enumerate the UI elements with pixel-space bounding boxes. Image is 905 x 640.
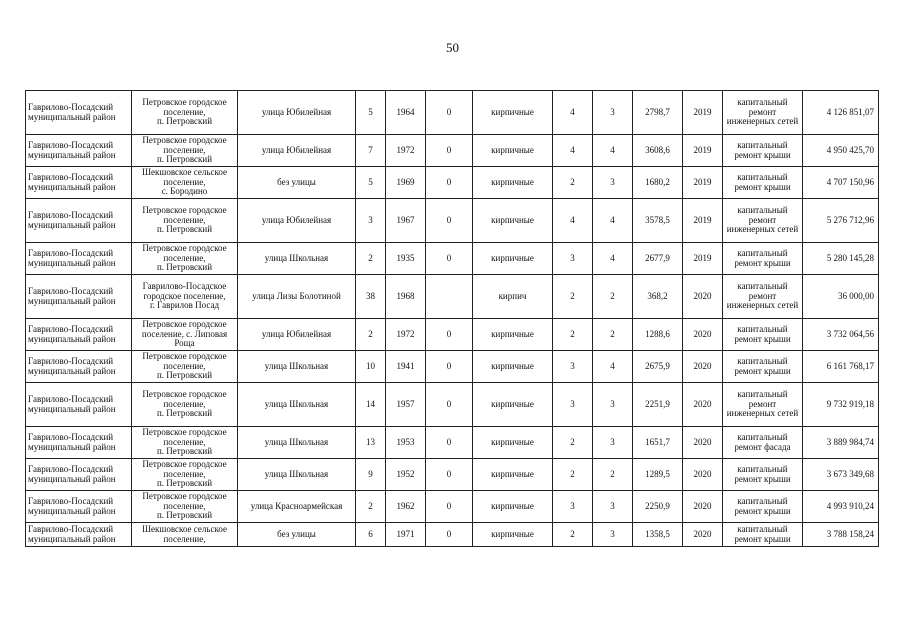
plan-year-cell: 2019 <box>683 135 723 167</box>
wall-material-cell: кирпичные <box>473 459 553 491</box>
build-year-cell: 1971 <box>386 523 426 547</box>
street-cell: улица Школьная <box>238 351 356 383</box>
wall-material-cell: кирпич <box>473 275 553 319</box>
district-cell: Гаврилово-Посадский муниципальный район <box>26 383 132 427</box>
street-cell: улица Школьная <box>238 383 356 427</box>
build-year-cell: 1962 <box>386 491 426 523</box>
district-cell: Гаврилово-Посадский муниципальный район <box>26 135 132 167</box>
wall-material-cell: кирпичные <box>473 135 553 167</box>
plan-year-cell: 2020 <box>683 427 723 459</box>
settlement-cell: Петровское городское поселение, п. Петровский <box>132 199 238 243</box>
work-type-cell: капитальный ремонт крыши <box>723 243 803 275</box>
work-type-cell: капитальный ремонт крыши <box>723 523 803 547</box>
work-type-cell: капитальный ремонт инженерных сетей <box>723 91 803 135</box>
settlement-cell: Петровское городское поселение, п. Петровский <box>132 383 238 427</box>
cost-cell: 3 889 984,74 <box>803 427 879 459</box>
street-cell: улица Юбилейная <box>238 199 356 243</box>
work-type-cell: капитальный ремонт крыши <box>723 351 803 383</box>
house-number-cell: 13 <box>356 427 386 459</box>
flag-cell <box>426 275 473 319</box>
district-cell: Гаврилово-Посадский муниципальный район <box>26 91 132 135</box>
district-cell: Гаврилово-Посадский муниципальный район <box>26 319 132 351</box>
street-cell: улица Красноармейская <box>238 491 356 523</box>
table-row <box>26 459 879 491</box>
floors-cell: 3 <box>553 243 593 275</box>
flag-cell: 0 <box>426 319 473 351</box>
wall-material-cell: кирпичные <box>473 383 553 427</box>
floors-cell: 2 <box>553 523 593 547</box>
flag-cell: 0 <box>426 351 473 383</box>
cost-cell: 5 280 145,28 <box>803 243 879 275</box>
cost-cell: 4 950 425,70 <box>803 135 879 167</box>
plan-year-cell: 2020 <box>683 459 723 491</box>
house-number-cell: 5 <box>356 91 386 135</box>
build-year-cell: 1935 <box>386 243 426 275</box>
plan-year-cell: 2020 <box>683 491 723 523</box>
build-year-cell: 1967 <box>386 199 426 243</box>
floors-cell: 2 <box>553 275 593 319</box>
table-row <box>26 199 879 243</box>
plan-year-cell: 2020 <box>683 319 723 351</box>
floors-cell: 2 <box>553 167 593 199</box>
settlement-cell: Петровское городское поселение, п. Петровский <box>132 459 238 491</box>
floors-cell: 4 <box>553 91 593 135</box>
settlement-cell: Шекшовское сельское поселение, с. Бородино <box>132 167 238 199</box>
build-year-cell: 1968 <box>386 275 426 319</box>
table-row <box>26 319 879 351</box>
settlement-cell: Петровское городское поселение, п. Петровский <box>132 427 238 459</box>
settlement-cell: Шекшовское сельское поселение, <box>132 523 238 547</box>
table-row <box>26 167 879 199</box>
area-cell: 2251,9 <box>633 383 683 427</box>
table-row <box>26 243 879 275</box>
house-number-cell: 2 <box>356 319 386 351</box>
street-cell: улица Юбилейная <box>238 135 356 167</box>
area-cell: 1289,5 <box>633 459 683 491</box>
floors-cell: 2 <box>553 459 593 491</box>
build-year-cell: 1952 <box>386 459 426 491</box>
entrances-cell: 2 <box>593 319 633 351</box>
work-type-cell: капитальный ремонт инженерных сетей <box>723 383 803 427</box>
build-year-cell: 1953 <box>386 427 426 459</box>
cost-cell: 4 707 150,96 <box>803 167 879 199</box>
floors-cell: 3 <box>553 351 593 383</box>
wall-material-cell: кирпичные <box>473 319 553 351</box>
area-cell: 1288,6 <box>633 319 683 351</box>
work-type-cell: капитальный ремонт крыши <box>723 459 803 491</box>
entrances-cell: 4 <box>593 135 633 167</box>
build-year-cell: 1972 <box>386 319 426 351</box>
house-number-cell: 7 <box>356 135 386 167</box>
floors-cell: 2 <box>553 427 593 459</box>
area-cell: 1680,2 <box>633 167 683 199</box>
cost-cell: 3 673 349,68 <box>803 459 879 491</box>
area-cell: 1651,7 <box>633 427 683 459</box>
entrances-cell: 3 <box>593 383 633 427</box>
flag-cell: 0 <box>426 523 473 547</box>
work-type-cell: капитальный ремонт крыши <box>723 135 803 167</box>
table-row <box>26 91 879 135</box>
table-row <box>26 523 879 547</box>
table-row <box>26 135 879 167</box>
cost-cell: 6 161 768,17 <box>803 351 879 383</box>
cost-cell: 3 732 064,56 <box>803 319 879 351</box>
house-number-cell: 5 <box>356 167 386 199</box>
floors-cell: 4 <box>553 199 593 243</box>
wall-material-cell: кирпичные <box>473 91 553 135</box>
plan-year-cell: 2020 <box>683 275 723 319</box>
table-row <box>26 383 879 427</box>
work-type-cell: капитальный ремонт крыши <box>723 167 803 199</box>
work-type-cell: капитальный ремонт крыши <box>723 319 803 351</box>
district-cell: Гаврилово-Посадский муниципальный район <box>26 199 132 243</box>
house-number-cell: 2 <box>356 491 386 523</box>
district-cell: Гаврилово-Посадский муниципальный район <box>26 427 132 459</box>
wall-material-cell: кирпичные <box>473 523 553 547</box>
entrances-cell: 2 <box>593 459 633 491</box>
plan-year-cell: 2020 <box>683 351 723 383</box>
settlement-cell: Петровское городское поселение, п. Петровский <box>132 135 238 167</box>
entrances-cell: 3 <box>593 167 633 199</box>
district-cell: Гаврилово-Посадский муниципальный район <box>26 167 132 199</box>
build-year-cell: 1941 <box>386 351 426 383</box>
flag-cell: 0 <box>426 199 473 243</box>
flag-cell: 0 <box>426 167 473 199</box>
work-type-cell: капитальный ремонт инженерных сетей <box>723 275 803 319</box>
page-number: 50 <box>446 40 459 55</box>
entrances-cell: 2 <box>593 275 633 319</box>
wall-material-cell: кирпичные <box>473 491 553 523</box>
settlement-cell: Гаврилово-Посадское городское поселение, г. Гаврилов Посад <box>132 275 238 319</box>
area-cell: 3578,5 <box>633 199 683 243</box>
entrances-cell: 3 <box>593 427 633 459</box>
flag-cell: 0 <box>426 491 473 523</box>
area-cell: 2250,9 <box>633 491 683 523</box>
house-number-cell: 14 <box>356 383 386 427</box>
street-cell: улица Школьная <box>238 459 356 491</box>
street-cell: без улицы <box>238 167 356 199</box>
district-cell: Гаврилово-Посадский муниципальный район <box>26 275 132 319</box>
cost-cell: 3 788 158,24 <box>803 523 879 547</box>
street-cell: улица Школьная <box>238 427 356 459</box>
street-cell: улица Юбилейная <box>238 319 356 351</box>
floors-cell: 3 <box>553 383 593 427</box>
area-cell: 368,2 <box>633 275 683 319</box>
house-number-cell: 9 <box>356 459 386 491</box>
district-cell: Гаврилово-Посадский муниципальный район <box>26 243 132 275</box>
table-row <box>26 491 879 523</box>
wall-material-cell: кирпичные <box>473 243 553 275</box>
street-cell: без улицы <box>238 523 356 547</box>
district-cell: Гаврилово-Посадский муниципальный район <box>26 523 132 547</box>
wall-material-cell: кирпичные <box>473 167 553 199</box>
housing-repair-table <box>25 90 879 547</box>
plan-year-cell: 2019 <box>683 243 723 275</box>
work-type-cell: капитальный ремонт фасада <box>723 427 803 459</box>
entrances-cell: 3 <box>593 523 633 547</box>
area-cell: 2798,7 <box>633 91 683 135</box>
area-cell: 2675,9 <box>633 351 683 383</box>
entrances-cell: 4 <box>593 243 633 275</box>
house-number-cell: 2 <box>356 243 386 275</box>
plan-year-cell: 2019 <box>683 167 723 199</box>
district-cell: Гаврилово-Посадский муниципальный район <box>26 491 132 523</box>
settlement-cell: Петровское городское поселение, п. Петровский <box>132 351 238 383</box>
build-year-cell: 1957 <box>386 383 426 427</box>
entrances-cell: 4 <box>593 351 633 383</box>
wall-material-cell: кирпичные <box>473 199 553 243</box>
flag-cell: 0 <box>426 459 473 491</box>
street-cell: улица Школьная <box>238 243 356 275</box>
flag-cell: 0 <box>426 91 473 135</box>
area-cell: 2677,9 <box>633 243 683 275</box>
cost-cell: 4 126 851,07 <box>803 91 879 135</box>
settlement-cell: Петровское городское поселение, п. Петровский <box>132 491 238 523</box>
floors-cell: 3 <box>553 491 593 523</box>
entrances-cell: 4 <box>593 199 633 243</box>
wall-material-cell: кирпичные <box>473 351 553 383</box>
entrances-cell: 3 <box>593 91 633 135</box>
table-row <box>26 351 879 383</box>
flag-cell: 0 <box>426 383 473 427</box>
work-type-cell: капитальный ремонт крыши <box>723 491 803 523</box>
house-number-cell: 10 <box>356 351 386 383</box>
cost-cell: 5 276 712,96 <box>803 199 879 243</box>
settlement-cell: Петровское городское поселение, с. Липовая Роща <box>132 319 238 351</box>
table-row <box>26 427 879 459</box>
house-number-cell: 3 <box>356 199 386 243</box>
flag-cell: 0 <box>426 243 473 275</box>
wall-material-cell: кирпичные <box>473 427 553 459</box>
district-cell: Гаврилово-Посадский муниципальный район <box>26 459 132 491</box>
settlement-cell: Петровское городское поселение, п. Петровский <box>132 91 238 135</box>
house-number-cell: 38 <box>356 275 386 319</box>
build-year-cell: 1969 <box>386 167 426 199</box>
house-number-cell: 6 <box>356 523 386 547</box>
plan-year-cell: 2019 <box>683 199 723 243</box>
district-cell: Гаврилово-Посадский муниципальный район <box>26 351 132 383</box>
area-cell: 3608,6 <box>633 135 683 167</box>
work-type-cell: капитальный ремонт инженерных сетей <box>723 199 803 243</box>
flag-cell: 0 <box>426 135 473 167</box>
cost-cell: 4 993 910,24 <box>803 491 879 523</box>
entrances-cell: 3 <box>593 491 633 523</box>
street-cell: улица Лизы Болотиной <box>238 275 356 319</box>
area-cell: 1358,5 <box>633 523 683 547</box>
build-year-cell: 1972 <box>386 135 426 167</box>
plan-year-cell: 2020 <box>683 383 723 427</box>
floors-cell: 2 <box>553 319 593 351</box>
plan-year-cell: 2019 <box>683 91 723 135</box>
cost-cell: 36 000,00 <box>803 275 879 319</box>
build-year-cell: 1964 <box>386 91 426 135</box>
table-row <box>26 275 879 319</box>
flag-cell: 0 <box>426 427 473 459</box>
street-cell: улица Юбилейная <box>238 91 356 135</box>
floors-cell: 4 <box>553 135 593 167</box>
plan-year-cell: 2020 <box>683 523 723 547</box>
cost-cell: 9 732 919,18 <box>803 383 879 427</box>
settlement-cell: Петровское городское поселение, п. Петровский <box>132 243 238 275</box>
